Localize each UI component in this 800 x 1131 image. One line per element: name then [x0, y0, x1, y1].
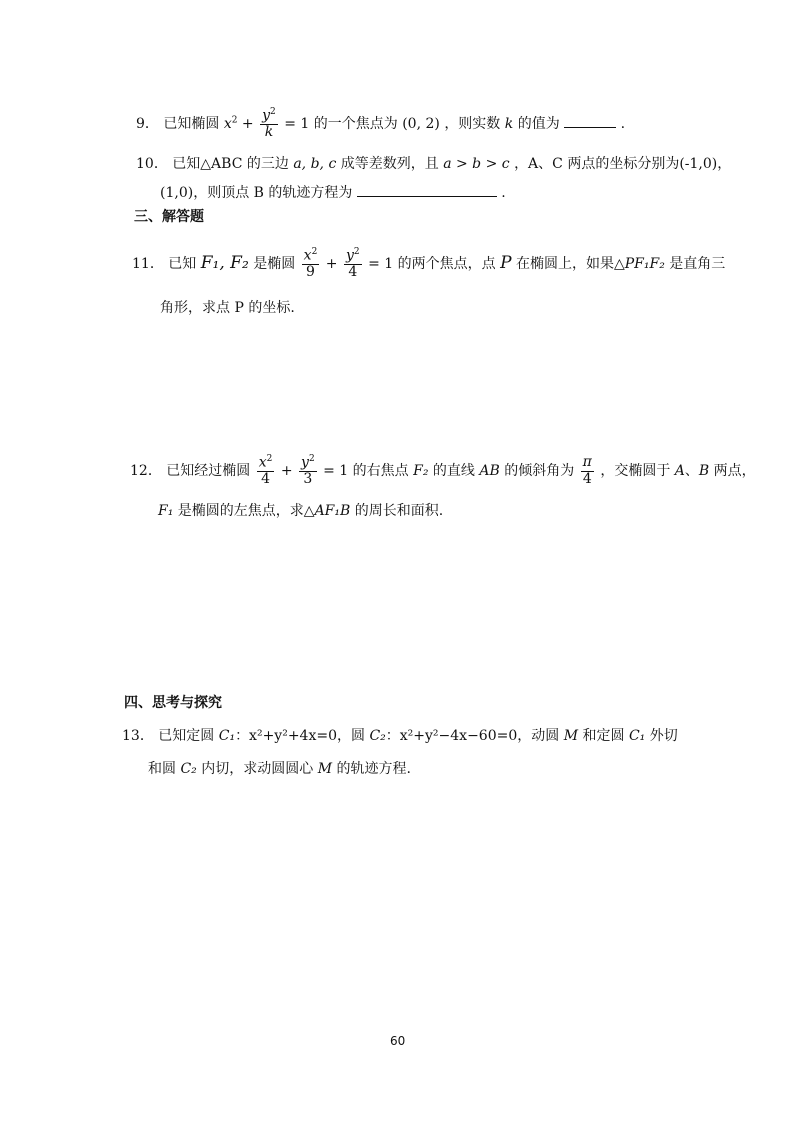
page-number: 60 [390, 1034, 406, 1048]
question-number: 10． [136, 156, 168, 172]
answer-blank [357, 186, 497, 197]
answer-blank [564, 117, 616, 128]
fraction-y2-over-3: $\frac{y^2}{3}$ [301, 454, 315, 488]
question-10: 10． 已知△ABC 的三边 a, b, c 成等差数列，且 a > b > c ，A、C 两点的坐标分别为(-1,0)， [136, 156, 732, 172]
section-heading-answers: 三、解答题 [134, 209, 204, 225]
question-11: 11． 已知 F₁, F₂ 是椭圆 $\frac{x^2}{9}$ + $\frac{y^2}{4}$ = 1 的两个焦点，点 P 在椭圆上，如果△PF₁F₂ 是直角三 [132, 247, 726, 281]
question-number: 12． [130, 463, 162, 480]
question-number: 9． [136, 116, 159, 133]
fraction-x2-over-9: $\frac{x^2}{9}$ [303, 247, 318, 281]
question-number: 13． [122, 728, 154, 744]
fraction-pi-over-4: $\frac{\pi}{4}$ [582, 454, 592, 487]
question-number: 11． [132, 256, 164, 273]
question-11-line-2: 角形，求点 P 的坐标. [160, 300, 295, 316]
question-13: 13． 已知定圆 C₁：x²+y²+4x=0，圆 C₂：x²+y²−4x−60=0，动圆 M 和定圆 C₁ 外切 [122, 728, 678, 744]
question-10-line-2: (1,0)，则顶点 B 的轨迹方程为 . [160, 185, 506, 201]
fraction-x2-over-4: $\frac{x^2}{4}$ [258, 454, 273, 488]
section-heading-think-explore: 四、思考与探究 [124, 695, 222, 711]
fraction-y2-over-4: $\frac{y^2}{4}$ [345, 247, 360, 281]
fraction-y2-over-k: $\frac{y^2}{k}$ [262, 107, 276, 141]
question-9: 9． 已知椭圆 $x^2$ + $\frac{y^2}{k}$ = 1 的一个焦点为 (0, 2) ，则实数 k 的值为 . [136, 107, 626, 141]
question-13-line-2: 和圆 C₂ 内切，求动圆圆心 M 的轨迹方程. [148, 761, 411, 777]
question-12: 12． 已知经过椭圆 $\frac{x^2}{4}$ + $\frac{y^2}{3}$ = 1 的右焦点 F₂ 的直线 AB 的倾斜角为 $\frac{\pi}{4}$ ，交椭圆于 A、B 两点， [130, 454, 756, 488]
question-12-line-2: F₁ 是椭圆的左焦点，求△AF₁B 的周长和面积. [158, 503, 444, 519]
